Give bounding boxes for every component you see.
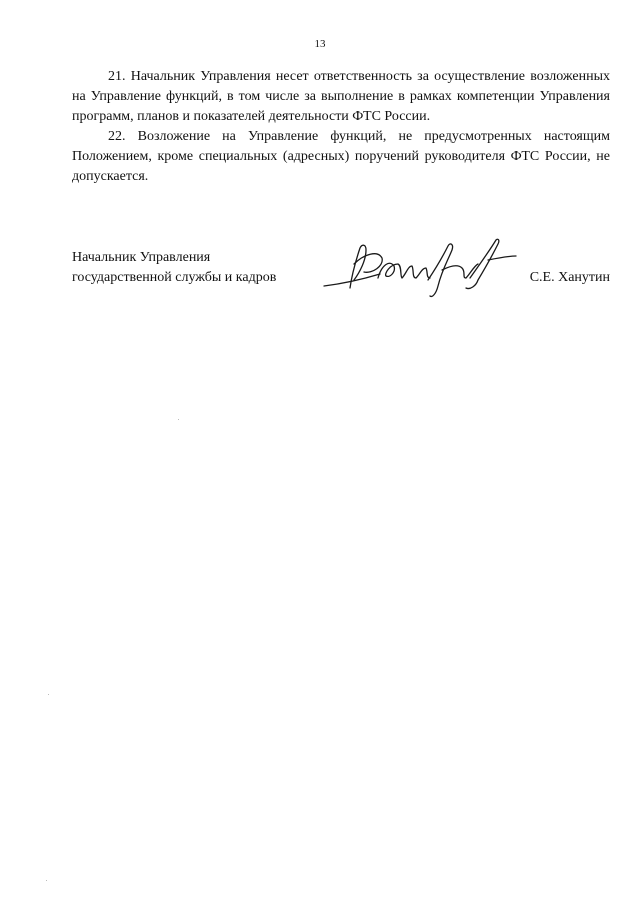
handwritten-signature xyxy=(320,234,520,304)
document-body xyxy=(72,67,610,187)
signatory-title xyxy=(72,248,312,288)
signatory-name: С.Е. Ханутин xyxy=(529,270,610,285)
paragraph-22: 22. Возложение на Управление функций, не предусмотренных настоящим Положением, кроме специальных (адресных) поручений руководителя ФТС России, не допускается. xyxy=(72,129,610,184)
scan-speck xyxy=(48,694,49,695)
signature-block xyxy=(72,248,610,308)
scan-speck xyxy=(178,419,179,420)
paragraph-21: 21. Начальник Управления несет ответственность за осуществление возложенных на Управление функций, в том числе за выполнение в рамках компетенции Управления программ, планов и показателей деятельности ФТС России. xyxy=(72,69,610,124)
page-number: 13 xyxy=(314,38,326,50)
signatory-title-line-1: Начальник Управления xyxy=(72,250,211,265)
scan-speck xyxy=(46,880,47,881)
signatory-title-line-2: государственной службы и кадров xyxy=(72,270,277,285)
